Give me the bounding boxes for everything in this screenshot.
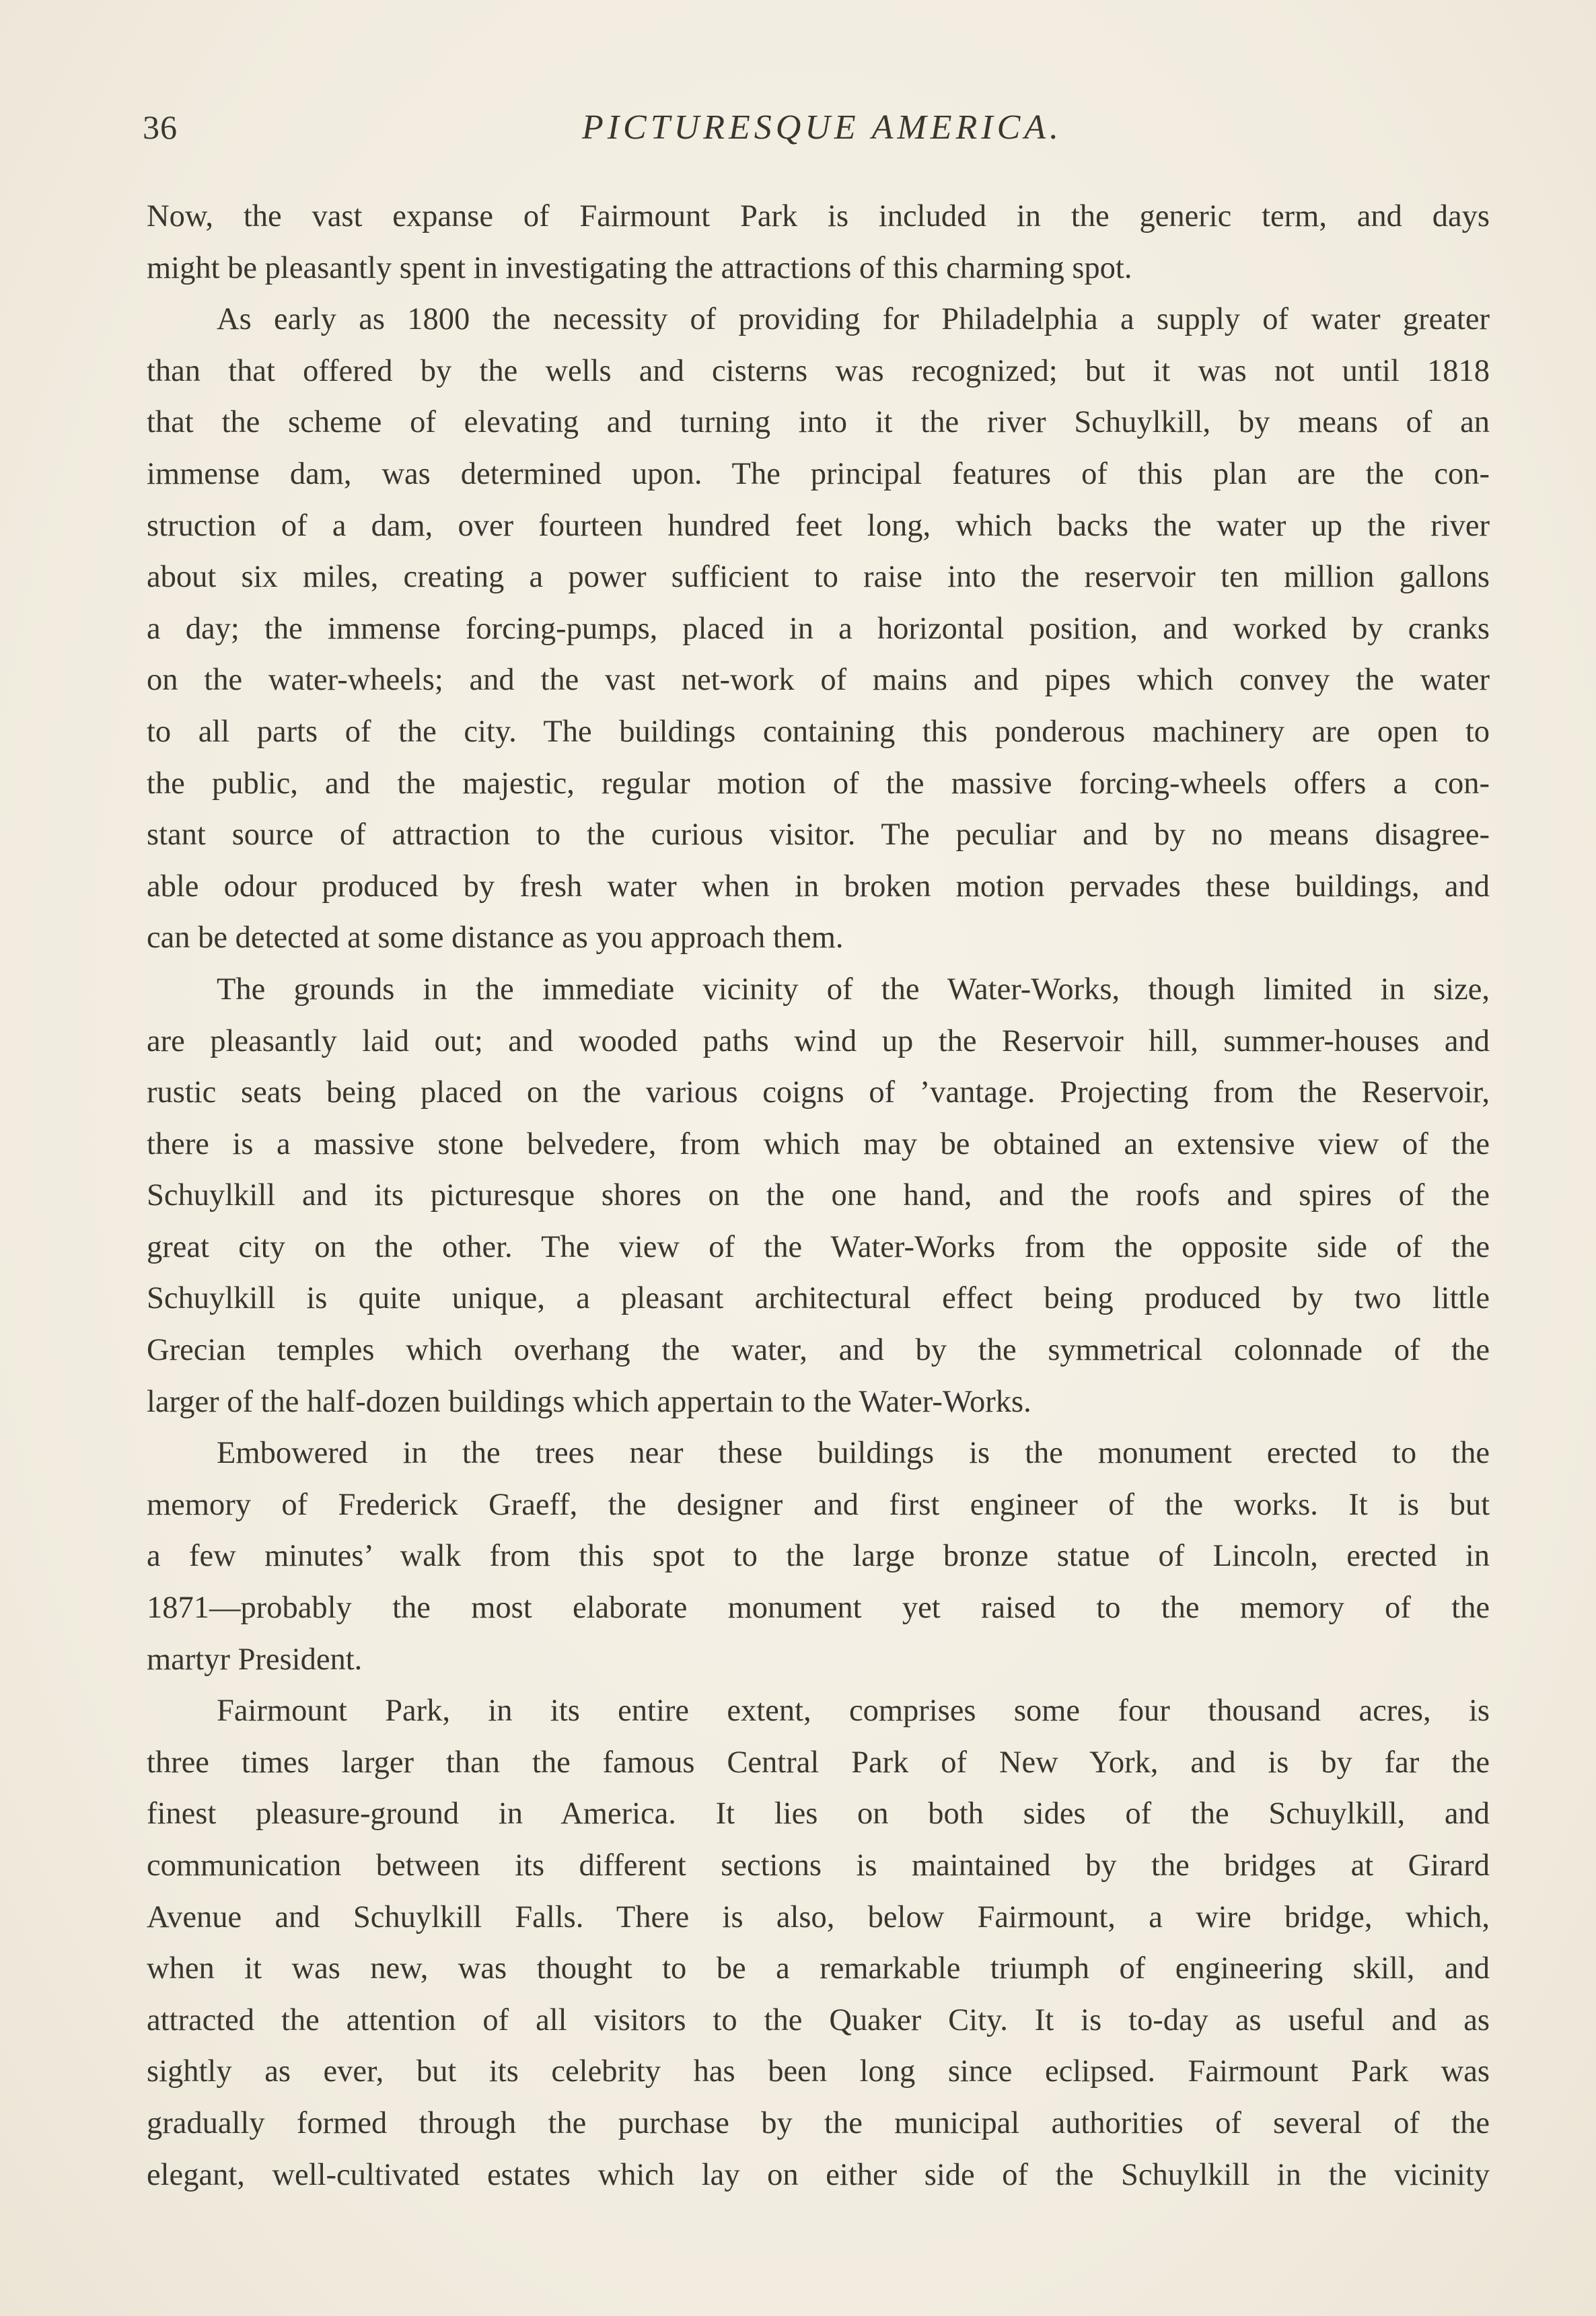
text-line: are pleasantly laid out; and wooded paths wind up the Reservoir hill, summer-houses and (147, 1023, 1490, 1058)
paragraph (147, 294, 1490, 964)
text-line: a day; the immense forcing-pumps, placed in a horizontal position, and worked by cranks (147, 611, 1490, 646)
text-line: Grecian temples which overhang the water, and by the symmetrical colonnade of the (147, 1333, 1490, 1368)
text-line: martyr President. (147, 1642, 363, 1677)
running-title: PICTURESQUE AMERICA. (581, 108, 1063, 147)
text-line: elegant, well-cultivated estates which lay on either side of the Schuylkill in the vicinity (147, 2157, 1490, 2192)
text-line: might be pleasantly spent in investigating the attractions of this charming spot. (147, 250, 1132, 285)
text-line: 1871—probably the most elaborate monument yet raised to the memory of the (147, 1591, 1490, 1626)
text-line: three times larger than the famous Central Park of New York, and is by far the (147, 1745, 1490, 1780)
text-line: memory of Frederick Graeff, the designer and first engineer of the works. It is but (147, 1487, 1490, 1522)
text-line: there is a massive stone belvedere, from which may be obtained an extensive view of the (147, 1126, 1490, 1161)
page-number: 36 (143, 108, 178, 146)
text-line: able odour produced by fresh water when in broken motion pervades these buildings, and (147, 869, 1490, 904)
text-line: Avenue and Schuylkill Falls. There is also, below Fairmount, a wire bridge, which, (147, 1899, 1490, 1934)
paragraph (147, 964, 1490, 1428)
text-line: stant source of attraction to the curious visitor. The peculiar and by no means disagree- (147, 818, 1490, 853)
text-line: larger of the half-dozen buildings which appertain to the Water-Works. (147, 1384, 1031, 1419)
text-line: sightly as ever, but its celebrity has been long since eclipsed. Fairmount Park was (147, 2054, 1490, 2089)
text-line: the public, and the majestic, regular motion of the massive forcing-wheels offers a con- (147, 766, 1490, 801)
text-line: finest pleasure-ground in America. It lies on both sides of the Schuylkill, and (147, 1797, 1490, 1832)
text-line: to all parts of the city. The buildings containing this ponderous machinery are open to (147, 714, 1490, 749)
text-line: struction of a dam, over fourteen hundred feet long, which backs the water up the river (147, 508, 1490, 543)
text-line: rustic seats being placed on the various coigns of ’vantage. Projecting from the Reservoir, (147, 1075, 1490, 1110)
paragraph (147, 1428, 1490, 1686)
text-line: As early as 1800 the necessity of providing for Philadelphia a supply of water greater (217, 302, 1490, 337)
paragraph (147, 191, 1490, 294)
page-header (143, 108, 1461, 155)
text-line: about six miles, creating a power sufficient to raise into the reservoir ten million gallons (147, 560, 1490, 595)
text-line: Fairmount Park, in its entire extent, comprises some four thousand acres, is (217, 1694, 1490, 1729)
text-line: communication between its different sections is maintained by the bridges at Girard (147, 1848, 1490, 1883)
text-line: than that offered by the wells and cisterns was recognized; but it was not until 1818 (147, 353, 1490, 388)
text-line: great city on the other. The view of the Water-Works from the opposite side of the (147, 1229, 1490, 1264)
text-line: attracted the attention of all visitors to the Quaker City. It is to-day as useful and as (147, 2002, 1490, 2037)
body-text (147, 191, 1490, 2201)
text-line: a few minutes’ walk from this spot to the large bronze statue of Lincoln, erected in (147, 1539, 1490, 1574)
text-line: when it was new, was thought to be a remarkable triumph of engineering skill, and (147, 1951, 1490, 1986)
text-line: that the scheme of elevating and turning into it the river Schuylkill, by means of an (147, 405, 1490, 440)
text-line: Embowered in the trees near these buildings is the monument erected to the (217, 1436, 1490, 1471)
text-line: Now, the vast expanse of Fairmount Park is included in the generic term, and days (147, 199, 1490, 233)
text-line: immense dam, was determined upon. The principal features of this plan are the con- (147, 456, 1490, 491)
text-line: The grounds in the immediate vicinity of the Water-Works, though limited in size, (217, 972, 1490, 1007)
text-line: on the water-wheels; and the vast net-work of mains and pipes which convey the water (147, 663, 1490, 698)
text-line: Schuylkill and its picturesque shores on the one hand, and the roofs and spires of the (147, 1178, 1490, 1213)
paragraph (147, 1686, 1490, 2201)
text-line: Schuylkill is quite unique, a pleasant architectural effect being produced by two little (147, 1281, 1490, 1316)
text-line: gradually formed through the purchase by the municipal authorities of several of the (147, 2105, 1490, 2140)
text-line: can be detected at some distance as you approach them. (147, 920, 844, 955)
